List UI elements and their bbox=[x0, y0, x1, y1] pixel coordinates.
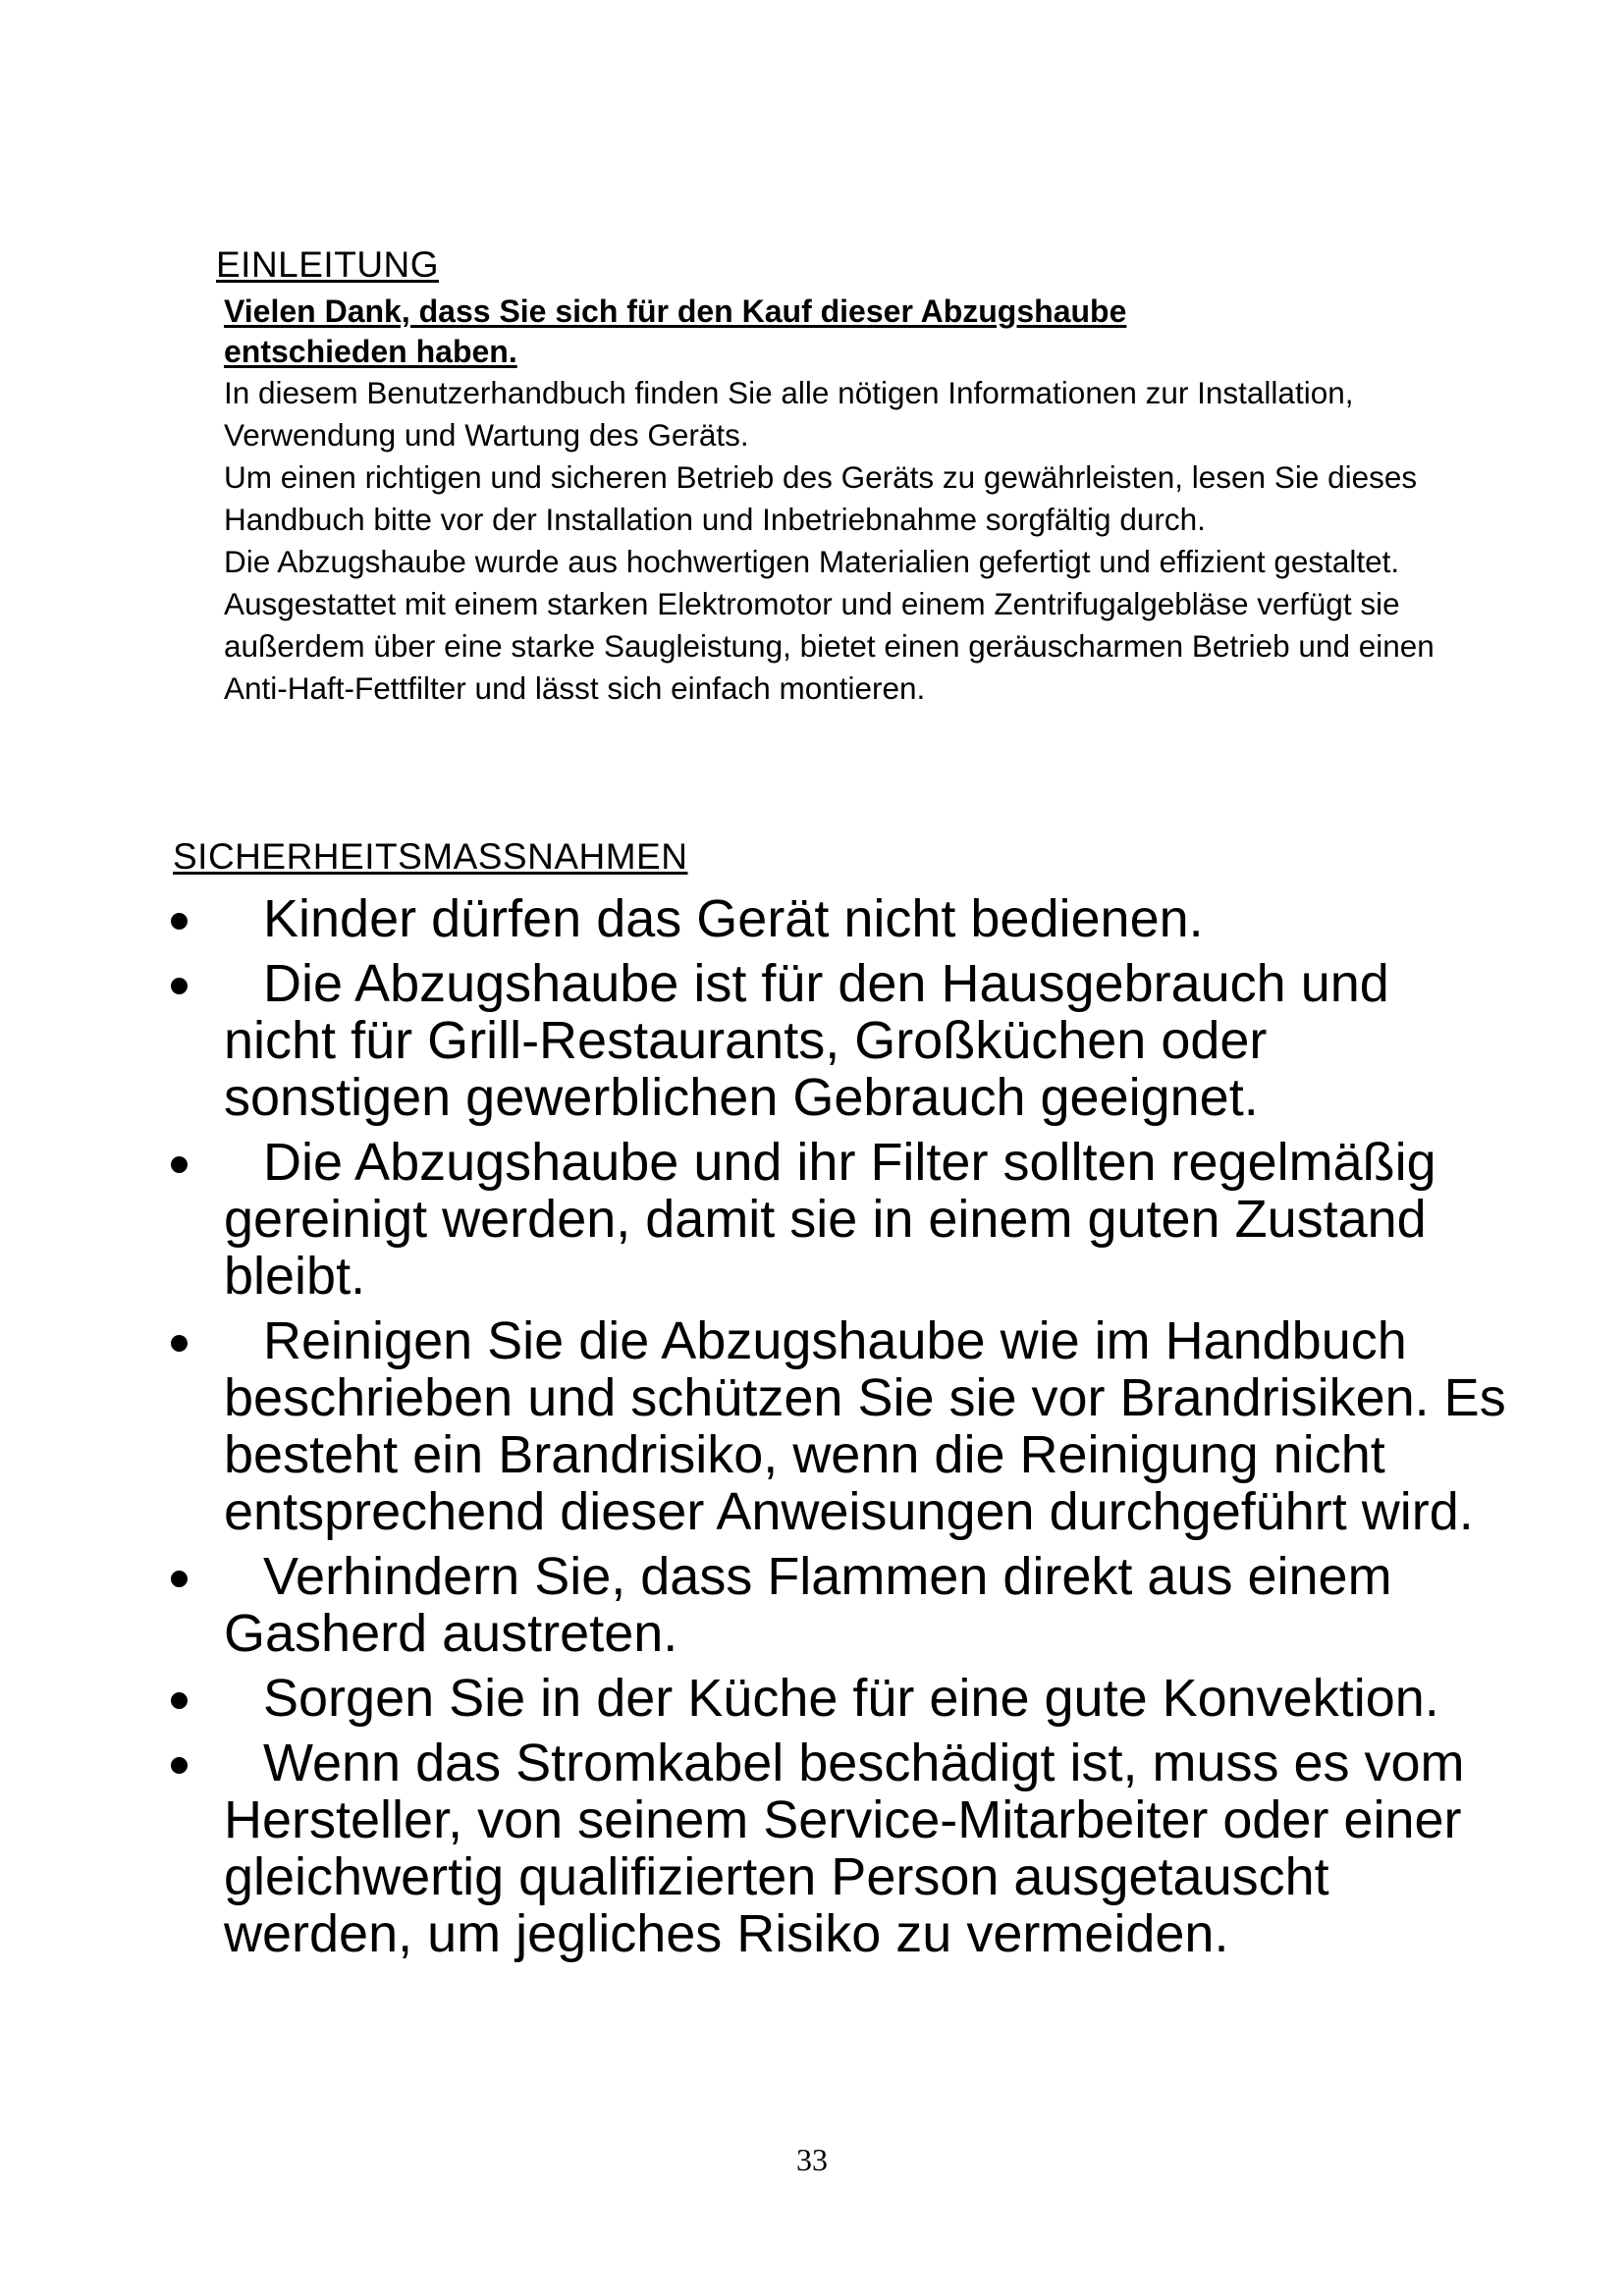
safety-list bbox=[0, 890, 1624, 1970]
safety-item bbox=[0, 1735, 1624, 1962]
bullet-icon bbox=[171, 1335, 188, 1352]
safety-item-text: Die Abzugshaube ist für den Hausgebrauch und nicht für Grill-Restaurants, Großküchen oder sonstigen gewerblichen Gebrauch geeignet. bbox=[224, 954, 1389, 1127]
safety-item-text: Kinder dürfen das Gerät nicht bedienen. bbox=[263, 889, 1204, 948]
page-number: 33 bbox=[796, 2142, 828, 2177]
safety-item-text: Reinigen Sie die Abzugshaube wie im Handbuch beschrieben und schützen Sie sie vor Brandrisiken. Es besteht ein Brandrisiko, wenn die Reinigung nicht entsprechend dieser Anweisungen durchgeführt wird. bbox=[224, 1311, 1506, 1541]
safety-item bbox=[0, 955, 1624, 1126]
intro-paragraph: Die Abzugshaube wurde aus hochwertigen Materialien gefertigt und effizient gestaltet. Ausgestattet mit einem starken Elektromotor und einem Zentrifugalgebläse verfügt sie außerdem über eine starke Saugleistung, bietet einen geräuscharmen Betrieb und einen Anti-Haft-Fettfilter und lässt sich einfach montieren. bbox=[224, 544, 1435, 706]
bullet-icon bbox=[171, 1692, 188, 1709]
bullet-icon bbox=[171, 1757, 188, 1774]
safety-item-text: Sorgen Sie in der Küche für eine gute Konvektion. bbox=[263, 1669, 1439, 1728]
bullet-icon bbox=[171, 913, 188, 930]
safety-item-text: Verhindern Sie, dass Flammen direkt aus einem Gasherd austreten. bbox=[224, 1547, 1392, 1663]
bullet-icon bbox=[171, 1156, 188, 1173]
bullet-icon bbox=[171, 978, 188, 994]
thanks-statement: Vielen Dank, dass Sie sich für den Kauf dieser Abzugshaube entschieden haben. bbox=[224, 294, 1127, 369]
safety-item bbox=[0, 890, 1624, 947]
safety-item bbox=[0, 1670, 1624, 1727]
safety-item bbox=[0, 1548, 1624, 1662]
safety-item bbox=[0, 1134, 1624, 1305]
intro-section bbox=[224, 292, 1471, 710]
safety-item-text: Wenn das Stromkabel beschädigt ist, muss es vom Hersteller, von seinem Service-Mitarbeiter oder einer gleichwertig qualifizierten Person ausgetauscht werden, um jegliches Risiko zu vermeiden. bbox=[224, 1734, 1465, 1963]
intro-paragraph: In diesem Benutzerhandbuch finden Sie alle nötigen Informationen zur Installation, Verwendung und Wartung des Geräts. bbox=[224, 375, 1354, 453]
intro-paragraph: Um einen richtigen und sicheren Betrieb des Geräts zu gewährleisten, lesen Sie dieses Handbuch bitte vor der Installation und Inbetriebnahme sorgfältig durch. bbox=[224, 459, 1418, 537]
safety-item bbox=[0, 1312, 1624, 1540]
safety-item-text: Die Abzugshaube und ihr Filter sollten regelmäßig gereinigt werden, damit sie in einem guten Zustand bleibt. bbox=[224, 1133, 1436, 1306]
bullet-icon bbox=[171, 1571, 188, 1587]
intro-heading: EINLEITUNG bbox=[216, 244, 440, 285]
safety-heading: SICHERHEITSMASSNAHMEN bbox=[173, 836, 688, 877]
